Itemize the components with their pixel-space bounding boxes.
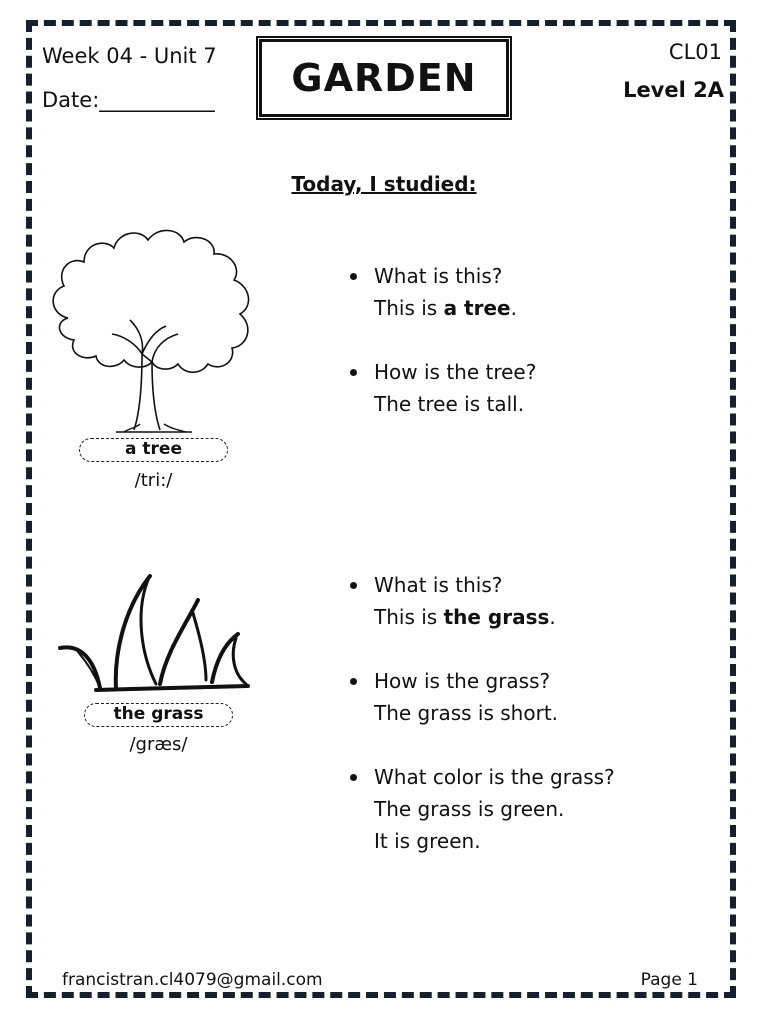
vocab-ipa-grass: /græs/	[129, 734, 188, 755]
question-text: What is this?	[374, 264, 503, 288]
qa-item	[344, 260, 536, 324]
page-title: GARDEN	[291, 56, 477, 100]
vocab-word-grass: the grass	[84, 703, 233, 727]
answer-text: It is green.	[374, 829, 481, 853]
vocab-ipa-tree: /tri:/	[134, 470, 173, 491]
answer-text: The grass is green.	[374, 797, 565, 821]
question-text: What is this?	[374, 573, 503, 597]
qa-item	[344, 356, 536, 420]
tree-icon	[44, 222, 260, 438]
answer-text: This is the grass.	[374, 605, 556, 629]
grass-icon	[56, 570, 252, 698]
footer-email: francistran.cl4079@gmail.com	[62, 970, 323, 990]
answer-text: This is a tree.	[374, 296, 517, 320]
class-code: CL01	[668, 40, 722, 64]
qa-list-grass	[344, 569, 615, 889]
question-text: How is the grass?	[374, 669, 551, 693]
section-title: Today, I studied:	[291, 172, 477, 196]
date-field: Date:___________	[42, 88, 215, 112]
vocab-word-tree: a tree	[79, 438, 228, 462]
qa-item	[344, 569, 615, 633]
qa-item	[344, 665, 615, 729]
week-unit-label: Week 04 - Unit 7	[42, 44, 217, 68]
qa-item	[344, 761, 615, 857]
answer-text: The tree is tall.	[374, 392, 525, 416]
answer-text: The grass is short.	[374, 701, 559, 725]
question-text: What color is the grass?	[374, 765, 615, 789]
level-label: Level 2A	[623, 78, 724, 102]
qa-list-tree	[344, 260, 536, 452]
page-number: Page 1	[640, 970, 698, 990]
title-box	[259, 39, 509, 117]
question-text: How is the tree?	[374, 360, 537, 384]
